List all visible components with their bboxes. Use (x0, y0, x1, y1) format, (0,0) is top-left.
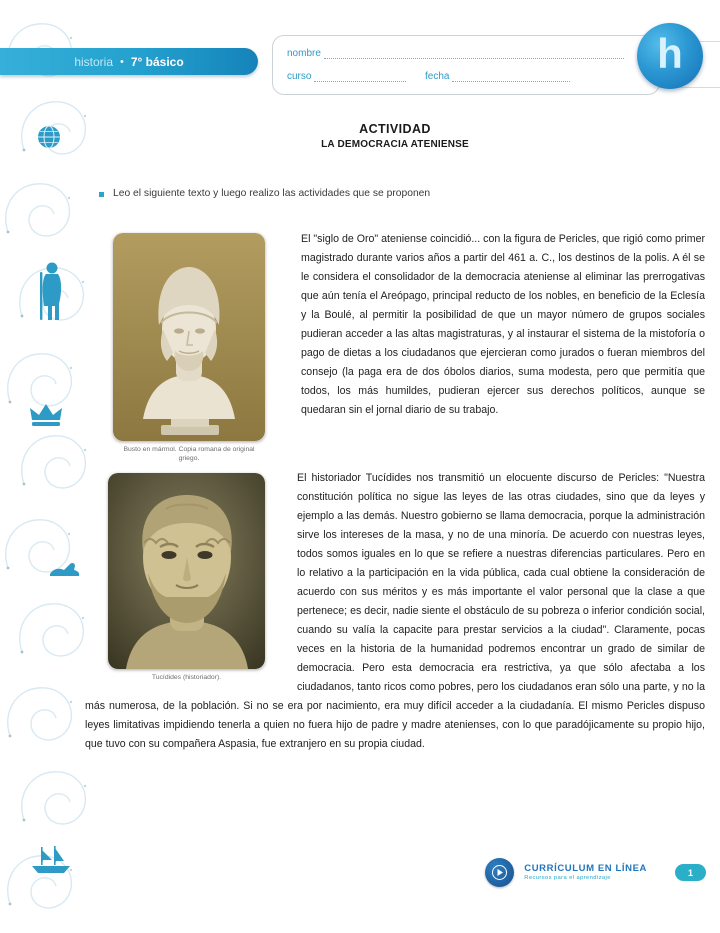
curriculum-logo-tagline: Recursos para el aprendizaje (524, 874, 611, 881)
page-number-badge (675, 864, 706, 881)
pericles-bust-figure (113, 233, 265, 463)
sphinx-icon (50, 563, 79, 576)
activity-title: ACTIVIDAD (359, 122, 431, 136)
thucydides-bust-figure (108, 473, 265, 682)
curriculum-logo[interactable] (485, 858, 514, 887)
logo-letter: h (657, 30, 683, 77)
curriculum-logo-text[interactable]: CURRÍCULUM EN LÍNEA (524, 862, 647, 874)
separator-dot: • (120, 55, 124, 68)
pericles-caption: Busto en mármol. Copia romana de original griego. (123, 446, 255, 463)
page-number: 1 (687, 867, 693, 878)
page-footer (0, 858, 706, 887)
grade-label: 7° básico (130, 54, 184, 69)
pericles-bust-image (113, 233, 265, 441)
statue-icon (40, 263, 61, 321)
swirl-ornament (0, 0, 92, 933)
bullet-marker (99, 192, 104, 197)
thucydides-caption: Tucídides (historiador). (151, 674, 222, 682)
student-info-box (272, 35, 660, 95)
left-ornament-band (0, 0, 92, 933)
crown-icon (30, 404, 62, 426)
instruction-text: Leo el siguiente texto y luego realizo las actividades que se proponen (113, 188, 431, 199)
subject-label: historia (74, 54, 113, 69)
course-label: curso (287, 71, 312, 82)
thucydides-bust-image (108, 473, 265, 669)
subject-grade-bar (0, 48, 258, 75)
name-label: nombre (287, 48, 321, 59)
date-field[interactable] (452, 70, 570, 82)
activity-subtitle: LA DEMOCRACIA ATENIENSE (321, 139, 469, 150)
paragraph-thucydides: El historiador Tucídides nos transmitió un elocuente discurso de Pericles: "Nuestra constitución política no sigue las leyes de las otras ciudades, sino que da leyes y ejemplo a las demás. Nuestro gobierno se llama democracia, porque la administración sirve los intereses de la masa, y no de una minoría. De acuerdo con nuestras leyes, todos somos iguales en lo que se refiere a nuestras diferencias particulares. Pero en lo relativo a la participación en la vida pública, cada cual obtiene la consideración de acuerdo con sus méritos y es más importante el valor personal que la clase a que pertenece; es decir, nadie siente el obstáculo de su pobreza o inferior condición social, cuando su valía la capacite para prestar servicios a la ciudad". Claramente, pocas veces en la historia de la humanidad podremos encontrar un grado de similar de democracia. Pero esta democracia era restrictiva, ya que sólo afectaba a los ciudadanos, tanto ricos como pobres, pero los ciudadanos eran sólo una parte, y no la más numerosa, de la población. Si no se era por nacimiento, era muy difícil acceder a la ciudadanía. El mismo Pericles dispuso leyes limitativas impidiendo tenerla a quien no fuera hijo de padre y madre atenienses, con lo que paradójicamente su propio hijo, que tuvo con su compañera Aspasia, fue extranjero en su propia ciudad. (85, 472, 705, 751)
history-subject-logo (637, 23, 703, 89)
date-label: fecha (425, 71, 450, 82)
course-field[interactable] (314, 70, 406, 82)
play-arrow-icon (492, 865, 507, 880)
reading-text (85, 230, 705, 754)
globe-icon (38, 126, 60, 148)
paragraph-pericles: El "siglo de Oro" ateniense coincidió... con la figura de Pericles, que rigió como primer magistrado durante varios años a partir del 461 a. C., los destinos de la polis. A él se le considera el consolidador de la democracia ateniense al eliminar las prerrogativas que aún tenía el Areópago, principal reducto de los nobles, en beneficio de la Eclesía y la Boulé, al permitir la posibilidad de que un mayor número de grupos sociales pudieran acceder a las altas magistraturas, y al instaurar el sistema de la mistoforía o pago de dietas a los ciudadanos que ejercieran como jurados o fueran miembros del consejo (la paga era de dos óbolos diarios, suma modesta, pero que permitía que todos, los más humildes, pudieran ejercer sus derechos políticos, aunque se quedaran sin el jornal diario de su trabajo. (301, 233, 705, 416)
name-field[interactable] (324, 47, 624, 59)
